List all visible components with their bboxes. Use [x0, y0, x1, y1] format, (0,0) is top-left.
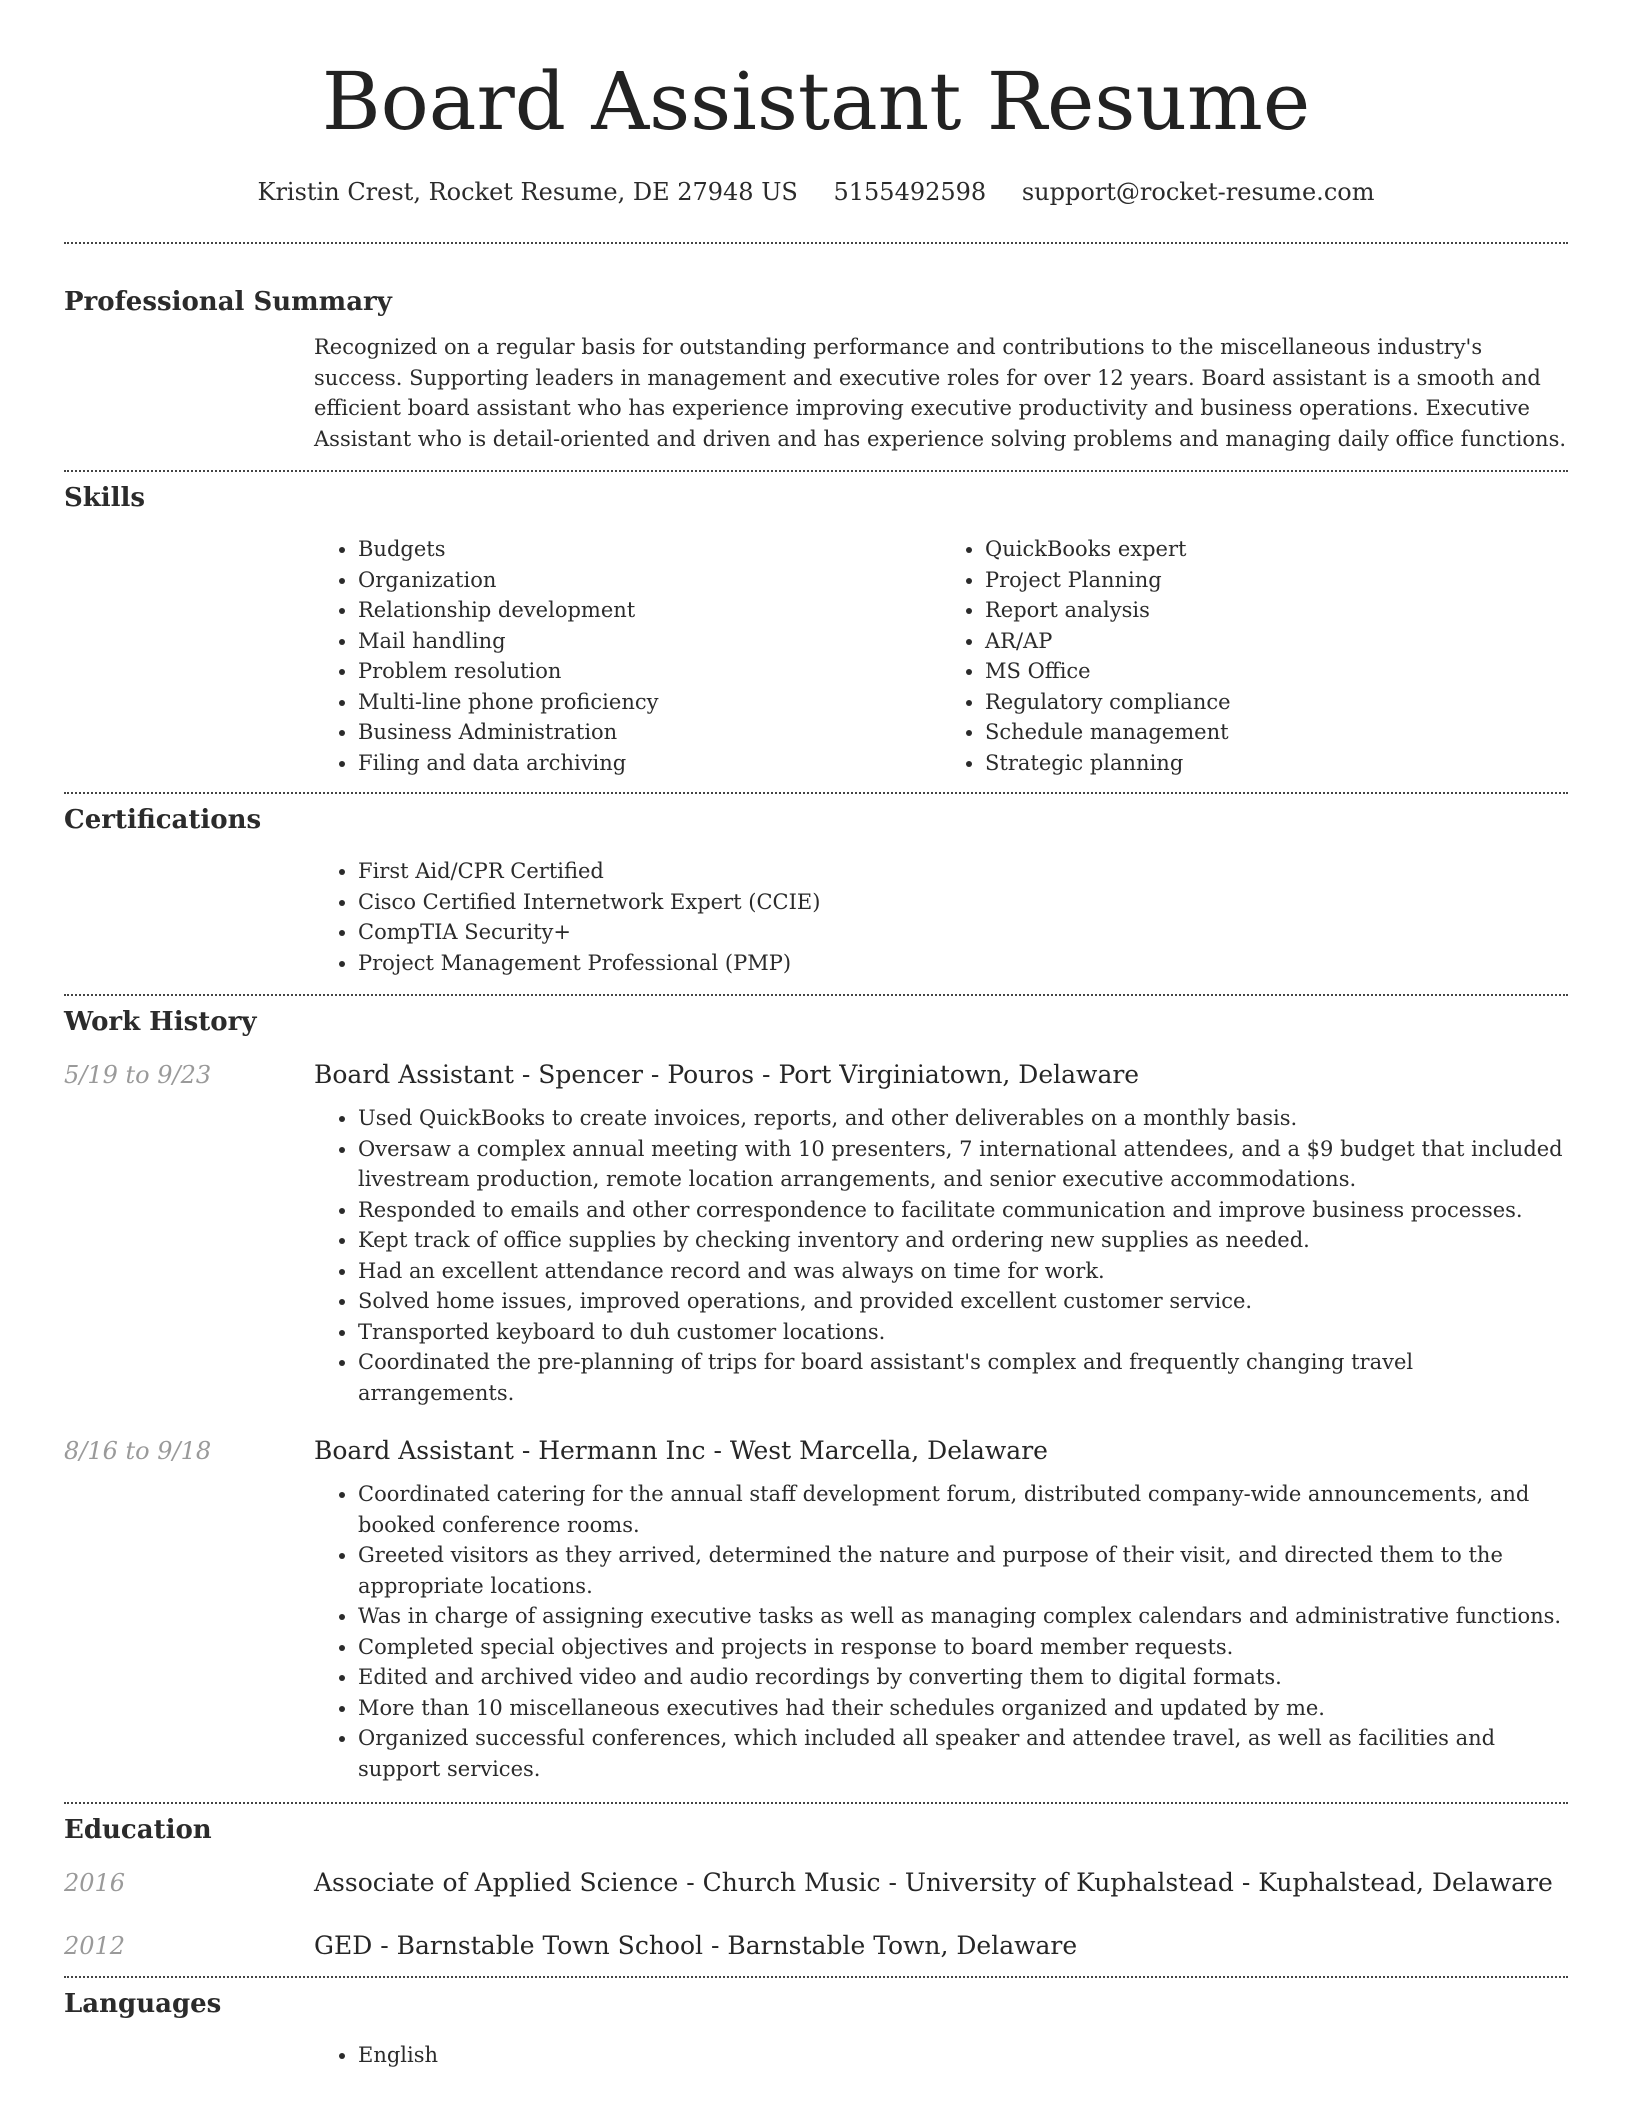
job-bullet: • Transported keyboard to duh customer locations. [358, 1317, 1568, 1348]
job-header [64, 1436, 1568, 1465]
contact-line [64, 176, 1568, 208]
job-dates: 8/16 to 9/18 [64, 1437, 212, 1465]
languages-body [314, 2040, 1568, 2071]
job-bullet: • Organized successful conferences, which included all speaker and attendee travel, as well as facilities and support services. [358, 1723, 1568, 1784]
job-body [314, 1103, 1568, 1408]
job-bullet: • Kept track of office supplies by checking inventory and ordering new supplies as needed. [358, 1225, 1568, 1256]
summary-text: Recognized on a regular basis for outstanding performance and contributions to the miscellaneous industry's success. Supporting leaders in management and executive roles for over 12 years. Board assistant is a smooth and efficient board assistant who has experience improving executive productivity and business operations. Executive Assistant who is detail-oriented and driven and has experience solving problems and managing daily office functions. [314, 335, 1567, 451]
skill-item: • Relationship development [358, 595, 941, 626]
contact-address: Kristin Crest, Rocket Resume, DE 27948 US [257, 178, 798, 206]
skill-item: • MS Office [985, 656, 1568, 687]
skill-item: • Regulatory compliance [985, 687, 1568, 718]
education-year: 2016 [64, 1869, 126, 1897]
work-history-section [64, 996, 1568, 1802]
certification-item: • Cisco Certified Internetwork Expert (CCIE) [358, 887, 1568, 918]
skills-section [64, 472, 1568, 792]
skills-heading: Skills [64, 483, 146, 513]
skill-item: • Report analysis [985, 595, 1568, 626]
skill-item: • Filing and data archiving [358, 748, 941, 779]
skills-list-left [314, 534, 941, 778]
job-bullet: • More than 10 miscellaneous executives had their schedules organized and updated by me. [358, 1693, 1568, 1724]
skill-item: • Business Administration [358, 717, 941, 748]
skills-columns [314, 534, 1568, 778]
skill-item: • Organization [358, 565, 941, 596]
job-bullet: • Coordinated the pre-planning of trips for board assistant's complex and frequently changing travel arrangements. [358, 1347, 1568, 1408]
job-bullet: • Oversaw a complex annual meeting with 10 presenters, 7 international attendees, and a $9 budget that included livestream production, remote location arrangements, and senior executive accommodations. [358, 1134, 1568, 1195]
job-bullet: • Had an excellent attendance record and was always on time for work. [358, 1256, 1568, 1287]
job-bullet: • Coordinated catering for the annual staff development forum, distributed company-wide announcements, and booked conference rooms. [358, 1479, 1568, 1540]
skill-item: • Budgets [358, 534, 941, 565]
job-bullet: • Solved home issues, improved operations, and provided excellent customer service. [358, 1286, 1568, 1317]
skill-item: • QuickBooks expert [985, 534, 1568, 565]
skill-item: • Project Planning [985, 565, 1568, 596]
skill-item: • Mail handling [358, 626, 941, 657]
language-item: • English [358, 2040, 1568, 2071]
skill-item: • Problem resolution [358, 656, 941, 687]
education-title: Associate of Applied Science - Church Music - University of Kuphalstead - Kuphalstead, Delaware [314, 1868, 1553, 1897]
job-entry [64, 1060, 1568, 1408]
certifications-heading: Certifications [64, 805, 262, 835]
job-body [314, 1479, 1568, 1784]
languages-section [64, 1978, 1568, 2071]
job-header [64, 1060, 1568, 1089]
education-heading: Education [64, 1815, 212, 1845]
certifications-body [314, 856, 1568, 978]
skill-item: • Multi-line phone proficiency [358, 687, 941, 718]
education-entry [64, 1868, 1568, 1897]
job-bullet: • Was in charge of assigning executive tasks as well as managing complex calendars and administrative functions. [358, 1601, 1568, 1632]
job-bullet: • Responded to emails and other correspondence to facilitate communication and improve business processes. [358, 1195, 1568, 1226]
certifications-section [64, 794, 1568, 994]
job-title: Board Assistant - Hermann Inc - West Marcella, Delaware [314, 1436, 1048, 1465]
job-bullet: • Edited and archived video and audio recordings by converting them to digital formats. [358, 1662, 1568, 1693]
job-bullets [314, 1479, 1568, 1784]
certification-item: • CompTIA Security+ [358, 917, 1568, 948]
job-bullets [314, 1103, 1568, 1408]
job-dates: 5/19 to 9/23 [64, 1061, 212, 1089]
summary-heading: Professional Summary [64, 287, 392, 317]
skill-item: • AR/AP [985, 626, 1568, 657]
job-title: Board Assistant - Spencer - Pouros - Port Virginiatown, Delaware [314, 1060, 1140, 1089]
certification-item: • Project Management Professional (PMP) [358, 948, 1568, 979]
education-section [64, 1804, 1568, 1976]
job-bullet: • Greeted visitors as they arrived, determined the nature and purpose of their visit, and directed them to the appropriate locations. [358, 1540, 1568, 1601]
education-entry [64, 1931, 1568, 1960]
education-title: GED - Barnstable Town School - Barnstable Town, Delaware [314, 1931, 1078, 1960]
summary-section [64, 244, 1568, 470]
education-year: 2012 [64, 1932, 126, 1960]
languages-list [314, 2040, 1568, 2071]
job-bullet: • Used QuickBooks to create invoices, reports, and other deliverables on a monthly basis. [358, 1103, 1568, 1134]
certifications-list [314, 856, 1568, 978]
languages-heading: Languages [64, 1989, 222, 2019]
work-history-heading: Work History [64, 1007, 257, 1037]
contact-phone: 5155492598 [833, 178, 987, 206]
skills-list-right [941, 534, 1568, 778]
skill-item: • Strategic planning [985, 748, 1568, 779]
skill-item: • Schedule management [985, 717, 1568, 748]
contact-email: support@rocket-resume.com [1021, 178, 1375, 206]
job-entry [64, 1436, 1568, 1784]
job-bullet: • Completed special objectives and projects in response to board member requests. [358, 1632, 1568, 1663]
resume-title: Board Assistant Resume [321, 55, 1311, 148]
certification-item: • First Aid/CPR Certified [358, 856, 1568, 887]
